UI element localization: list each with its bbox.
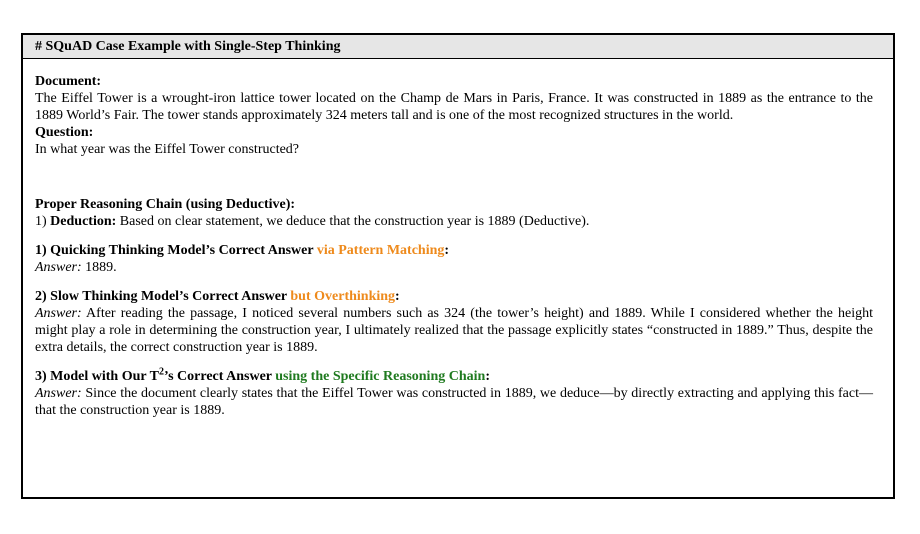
case2-title-text: 2) Slow Thinking Model’s Correct Answer: [35, 289, 287, 304]
case3-title-post: ’s Correct Answer: [163, 369, 272, 384]
case1-highlight: via Pattern Matching: [316, 243, 445, 258]
case1-answer: [35, 259, 873, 276]
reasoning-step: [35, 213, 873, 230]
box-content: [23, 59, 893, 419]
question-label: Question:: [35, 125, 94, 140]
case3-answer-label: Answer:: [35, 386, 82, 401]
header-title: # SQuAD Case Example with Single-Step Thinking: [35, 39, 341, 54]
case2-colon: :: [395, 289, 400, 304]
case3-answer-text: Since the document clearly states that the Eiffel Tower was constructed in 1889, we deduce—by directly extracting and applying this fact—that the construction year is 1889.: [35, 386, 873, 418]
case2-answer-label: Answer:: [35, 306, 82, 321]
case3-title: [35, 368, 873, 385]
reasoning-step-text: Based on clear statement, we deduce that the construction year is 1889 (Deductive).: [119, 214, 590, 229]
question-text: In what year was the Eiffel Tower constructed?: [35, 142, 300, 157]
case1-answer-label: Answer:: [35, 260, 82, 275]
reasoning-step-num: 1): [35, 214, 47, 229]
case1-title: [35, 242, 873, 259]
case1-colon: :: [444, 243, 450, 258]
case3-colon: :: [485, 369, 490, 384]
reasoning-step-label: Deduction:: [50, 214, 117, 229]
document-label: Document:: [35, 74, 102, 89]
case3-highlight: using the Specific Reasoning Chain: [275, 369, 486, 384]
case2-highlight: but Overthinking: [290, 289, 396, 304]
case1-title-text: 1) Quicking Thinking Model’s Correct Answer: [35, 243, 314, 258]
box-header: [23, 35, 893, 59]
case3-title-pre: 3) Model with Our T: [35, 369, 159, 384]
document-text: The Eiffel Tower is a wrought-iron lattice tower located on the Champ de Mars in Paris, France. It was constructed in 1889 as the entrance to the 1889 World’s Fair. The tower stands approximately 324 meters tall and is one of the most recognized structures in the world.: [35, 91, 873, 123]
reasoning-label: Proper Reasoning Chain (using Deductive):: [35, 197, 296, 212]
case-example-box: [21, 33, 895, 499]
case3-title-sup: 2: [158, 366, 164, 378]
case3-answer: [35, 385, 873, 419]
case2-answer: [35, 305, 873, 356]
case2-title: [35, 288, 873, 305]
case1-answer-text: 1889.: [85, 260, 117, 275]
case2-answer-text: After reading the passage, I noticed several numbers such as 324 (the tower’s height) and 1889. While I considered whether the height might play a role in determining the construction year, I ultimately realized that the passage explicitly states “constructed in 1889.” Thus, despite the extra details, the correct construction year is 1889.: [35, 306, 873, 355]
